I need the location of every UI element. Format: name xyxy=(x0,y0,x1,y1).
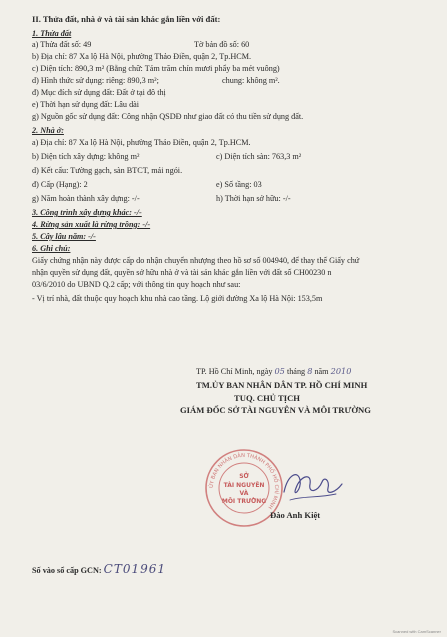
seal-center-3: VÀ xyxy=(239,490,249,497)
note-line-3: 03/6/2010 do UBND Q.2 cấp; với thông tin quy hoạch như sau: xyxy=(32,280,241,289)
land-map-sheet: Tờ bản đồ số: 60 xyxy=(194,40,250,49)
house-build-area: b) Diện tích xây dựng: không m² xyxy=(32,152,140,161)
house-address: a) Địa chỉ: 87 Xa lộ Hà Nội, phường Thảo Điền, quận 2, Tp.HCM. xyxy=(32,138,251,147)
note-line-1: Giấy chứng nhận này được cấp do nhận chuyển nhượng theo hồ sơ số 004940, để thay thế Giấy chứ xyxy=(32,256,360,265)
other-construction: 3. Công trình xây dựng khác: -/- xyxy=(32,208,142,217)
note-line-4: - Vị trí nhà, đất thuộc quy hoạch khu nhà cao tầng. Lộ giới đường Xa lộ Hà Nội: 153,5m xyxy=(32,294,323,303)
place-date xyxy=(196,366,351,377)
house-floors: e) Số tầng: 03 xyxy=(216,180,262,189)
handwritten-signature-icon xyxy=(278,462,348,510)
section-title: II. Thửa đất, nhà ở và tài sản khác gắn liền với đất: xyxy=(32,14,221,24)
note-line-2: nhận quyền sử dụng đất, quyền sở hữu nhà ở và tài sản khác gắn liền với đất số CH00230 n xyxy=(32,268,332,277)
perennial-trees-line: 5. Cây lâu năm: -/- xyxy=(32,232,96,241)
land-usage-form: d) Hình thức sử dụng: riêng: 890,3 m²; xyxy=(32,76,159,85)
land-purpose: đ) Mục đích sử dụng đất: Đất ở tại đô thị xyxy=(32,88,166,97)
seal-center-1: SỞ xyxy=(239,473,249,480)
date-month: 8 xyxy=(307,366,313,376)
authority-line-3: GIÁM ĐỐC SỞ TÀI NGUYÊN VÀ MÔI TRƯỜNG xyxy=(180,405,371,415)
seal-ring-text: ỦY BAN NHÂN DÂN THÀNH PHỐ HỒ CHÍ MINH xyxy=(208,452,280,510)
land-address: b) Địa chỉ: 87 Xa lộ Hà Nội, phường Thảo Điền, quận 2, Tp.HCM. xyxy=(32,52,252,61)
month-label: tháng xyxy=(286,367,306,376)
land-parcel-number: a) Thửa đất số: 49 xyxy=(32,40,92,49)
house-structure: d) Kết cấu: Tường gạch, sàn BTCT, mái ngói. xyxy=(32,166,183,175)
land-area: c) Diện tích: 890,3 m² (Bằng chữ: Tám trăm chín mươi phẩy ba mét vuông) xyxy=(32,64,280,73)
date-day: 05 xyxy=(274,366,285,376)
scanner-watermark: Scanned with CamScanner xyxy=(392,629,441,634)
land-term: e) Thời hạn sử dụng đất: Lâu dài xyxy=(32,100,140,109)
gcn-serial-number: CT01961 xyxy=(103,562,167,576)
gcn-register-label: Số vào sổ cấp GCN: xyxy=(32,566,102,575)
land-usage-shared: chung: không m². xyxy=(222,76,280,85)
house-grade: đ) Cấp (Hạng): 2 xyxy=(32,180,88,189)
place-date-prefix: TP. Hồ Chí Minh, ngày xyxy=(196,367,273,376)
house-year-built: g) Năm hoàn thành xây dựng: -/- xyxy=(32,194,140,203)
land-origin: g) Nguồn gốc sử dụng đất: Công nhận QSDĐ như giao đất có thu tiền sử dụng đất. xyxy=(32,112,304,121)
house-floor-area: c) Diện tích sàn: 763,3 m² xyxy=(216,152,302,161)
house-heading: 2. Nhà ở: xyxy=(32,126,64,135)
year-label: năm xyxy=(314,367,329,376)
land-heading: 1. Thửa đất xyxy=(32,29,72,38)
signer-name: Đào Anh Kiệt xyxy=(270,510,321,520)
notes-heading: 6. Ghi chú: xyxy=(32,244,71,253)
seal-center-4: MÔI TRƯỜNG xyxy=(221,498,267,505)
seal-center-2: TÀI NGUYÊN xyxy=(223,482,265,489)
authority-line-2: TUQ. CHỦ TỊCH xyxy=(234,393,300,403)
gcn-register-line xyxy=(32,562,166,576)
forest-line: 4. Rừng sản xuất là rừng trồng: -/- xyxy=(32,220,151,229)
house-ownership-term: h) Thời hạn sở hữu: -/- xyxy=(216,194,291,203)
date-year: 2010 xyxy=(330,366,352,376)
authority-line-1: TM.ỦY BAN NHÂN DÂN TP. HỒ CHÍ MINH xyxy=(196,380,368,390)
